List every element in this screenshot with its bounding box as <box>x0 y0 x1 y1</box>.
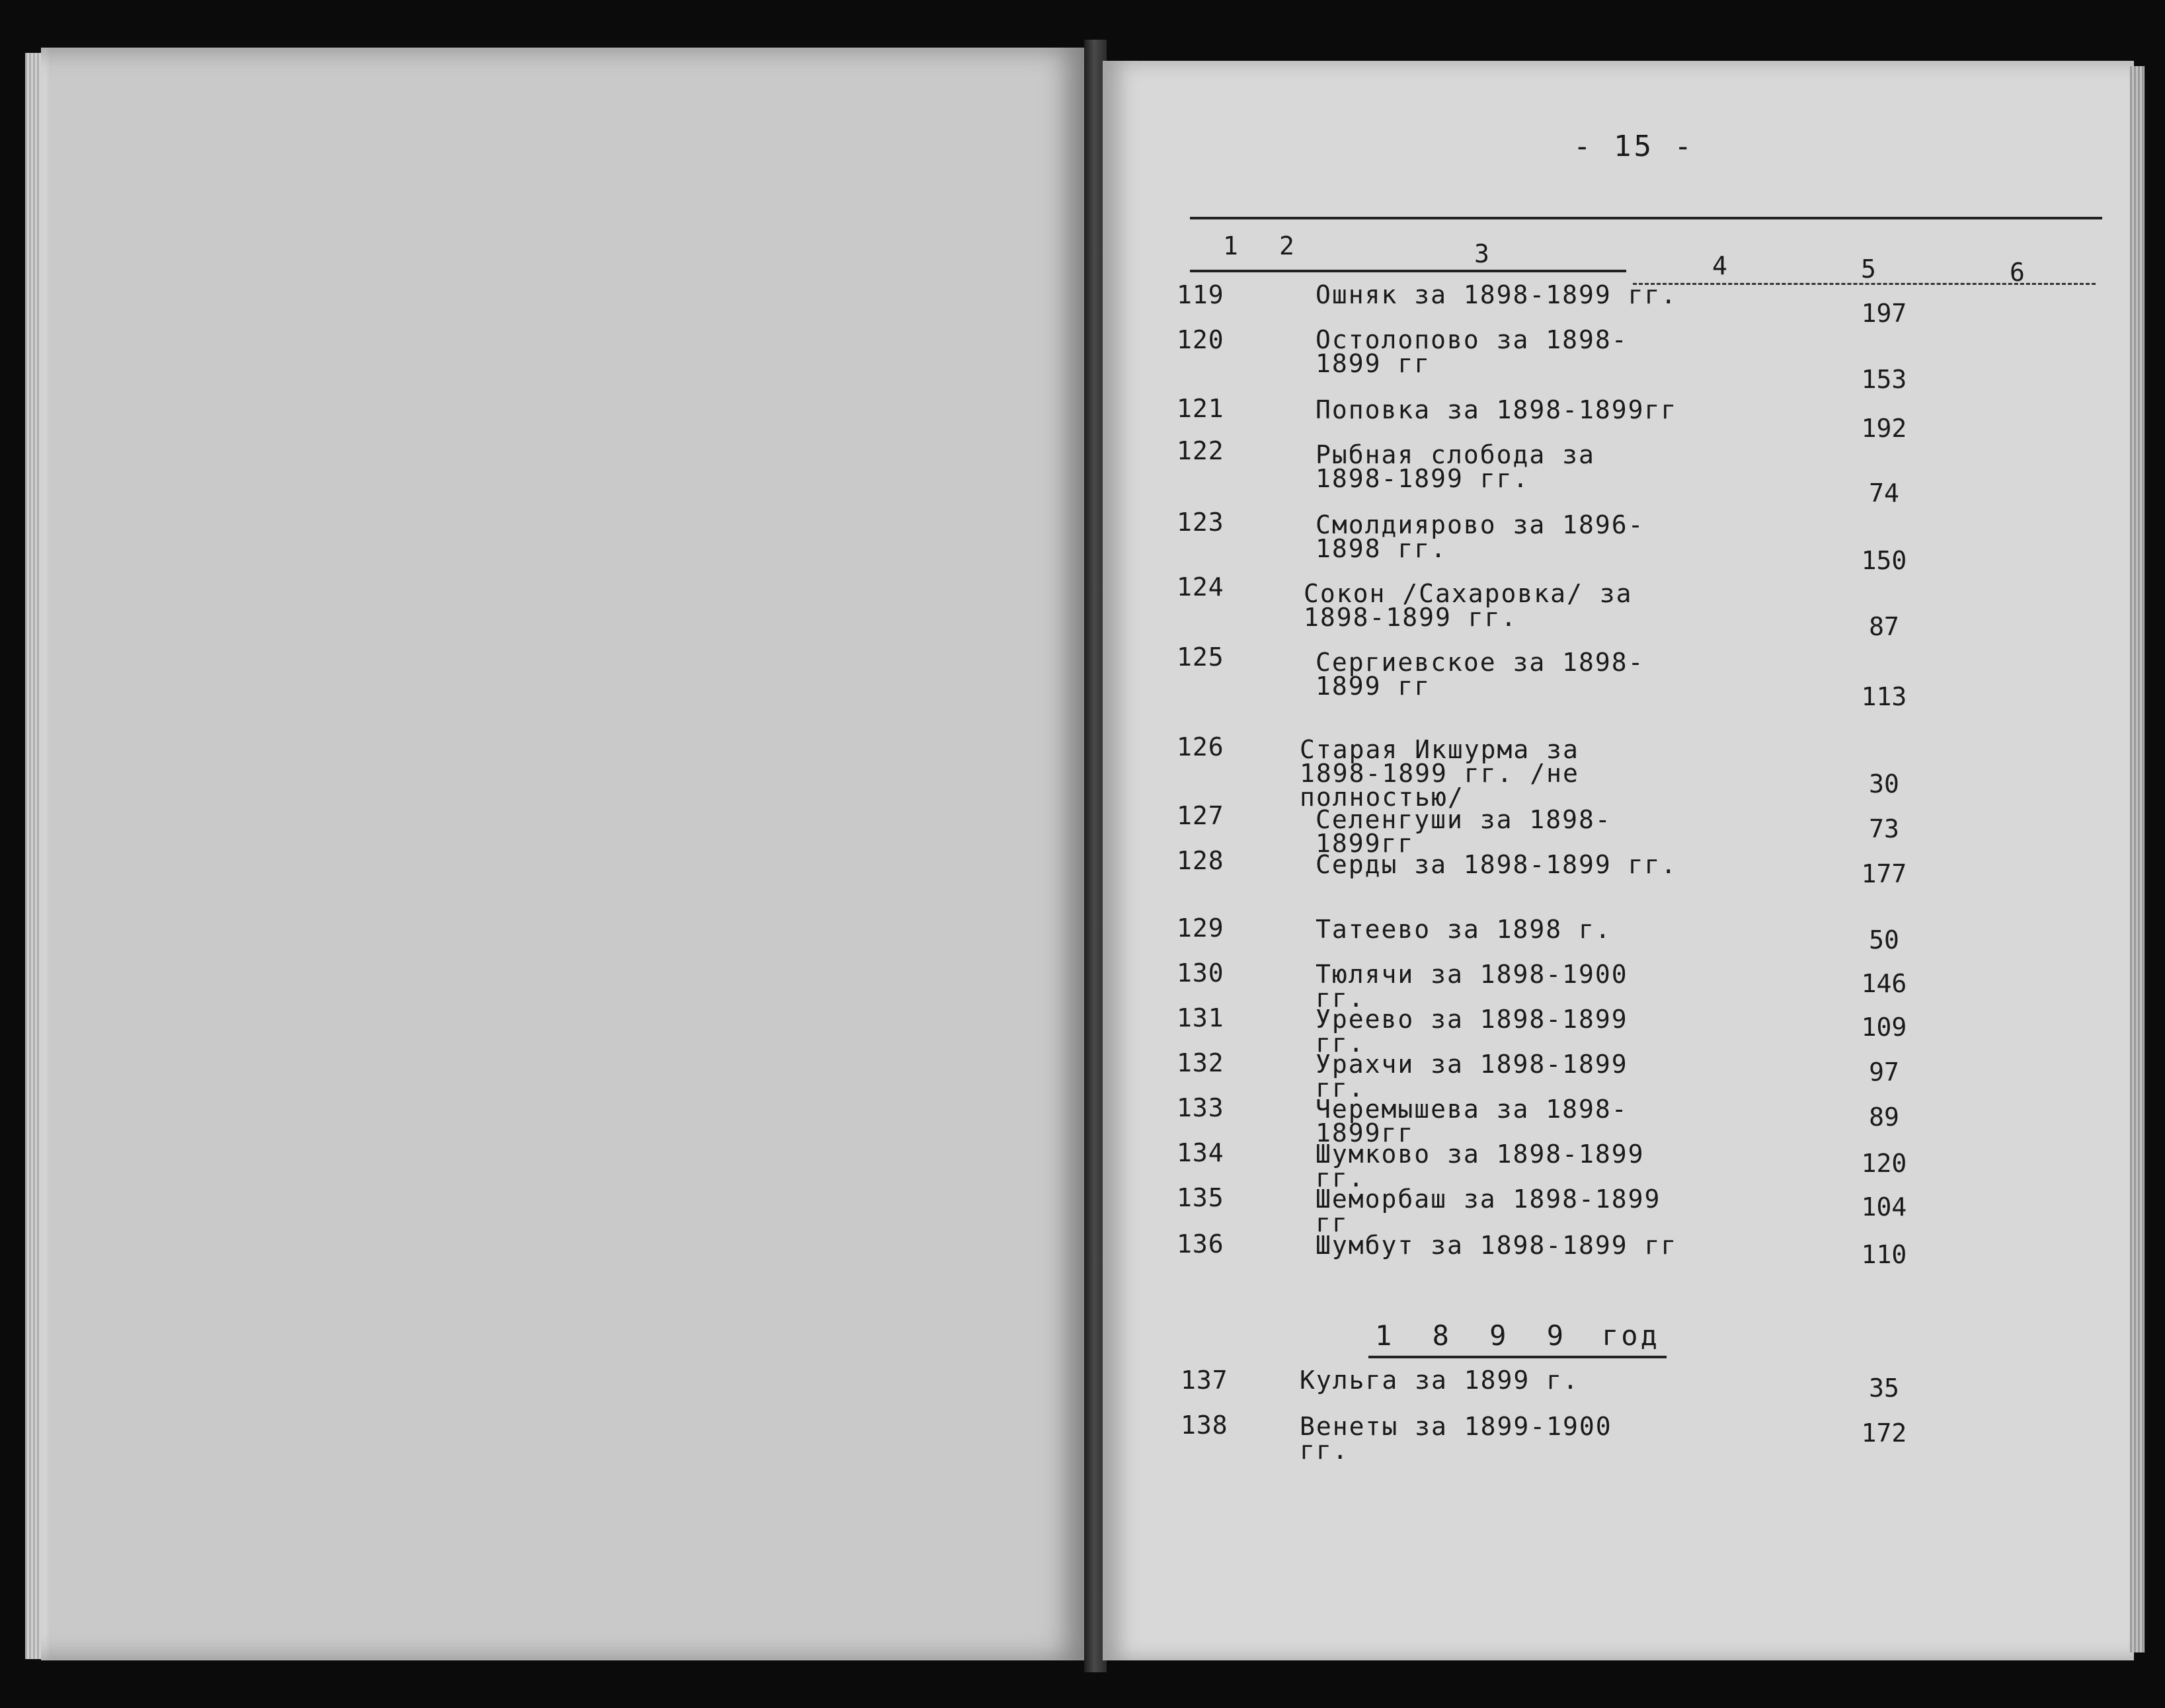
entry-number: 128 <box>1177 846 1224 875</box>
entry-number: 121 <box>1177 394 1224 423</box>
column-header-5: 5 <box>1861 254 1876 284</box>
entry-description: Черемышева за 1898-1899гг <box>1316 1095 1628 1147</box>
entry-number: 122 <box>1177 436 1224 465</box>
column-header-3: 3 <box>1474 239 1489 268</box>
entry-count: 150 <box>1861 546 1907 575</box>
entry-number: 125 <box>1177 642 1224 672</box>
column-header-6: 6 <box>2010 258 2025 287</box>
entry-description: Шумбут за 1898-1899 гг <box>1316 1231 1678 1260</box>
entry-number: 129 <box>1177 913 1224 943</box>
entry-count: 50 <box>1869 925 1899 954</box>
entry-count: 172 <box>1861 1418 1907 1448</box>
entry-description: Урахчи за 1898-1899 гг. <box>1316 1050 1628 1103</box>
entry-count: 197 <box>1861 299 1907 328</box>
entry-count: 153 <box>1861 365 1907 394</box>
entry-description: Ошняк за 1898-1899 гг. <box>1316 280 1678 309</box>
entry-count: 35 <box>1869 1374 1899 1403</box>
entry-number: 137 <box>1181 1366 1228 1395</box>
entry-count: 177 <box>1861 859 1907 888</box>
entry-description: Сергиевское за 1898-1899 гг <box>1316 648 1645 701</box>
entry-count: 109 <box>1861 1013 1907 1042</box>
right-page-edge <box>2130 66 2145 1652</box>
entry-number: 136 <box>1177 1229 1224 1259</box>
entry-count: 89 <box>1869 1103 1899 1132</box>
entry-description: Остолопово за 1898-1899 гг <box>1316 325 1628 378</box>
entry-number: 124 <box>1177 572 1224 602</box>
entry-description: Смолдиярово за 1896-1898 гг. <box>1316 510 1645 563</box>
column-header-4: 4 <box>1712 251 1727 280</box>
entry-number: 138 <box>1181 1411 1228 1440</box>
section-heading-word: год <box>1602 1319 1660 1352</box>
entry-count: 30 <box>1869 769 1899 798</box>
entry-description: Тюлячи за 1898-1900 гг. <box>1316 960 1628 1013</box>
entry-description: Рыбная слобода за 1898-1899 гг. <box>1316 440 1595 493</box>
section-heading-year: 1 8 9 9 <box>1375 1319 1576 1352</box>
entry-number: 123 <box>1177 508 1224 537</box>
entry-number: 130 <box>1177 958 1224 988</box>
entry-description: Татеево за 1898 г. <box>1316 915 1612 944</box>
entry-description: Уреево за 1898-1899 гг. <box>1316 1005 1628 1058</box>
entry-count: 113 <box>1861 682 1907 711</box>
column-header-2: 2 <box>1279 231 1294 260</box>
entry-description: Поповка за 1898-1899гг <box>1316 395 1678 424</box>
entry-description: Старая Икшурма за 1898-1899 гг. /не полностью/ <box>1300 735 1579 812</box>
entry-description: Шумково за 1898-1899 гг. <box>1316 1140 1645 1192</box>
entry-count: 97 <box>1869 1058 1899 1087</box>
entry-description: Шеморбаш за 1898-1899 гг <box>1316 1184 1661 1237</box>
entry-number: 127 <box>1177 801 1224 830</box>
entry-count: 87 <box>1869 612 1899 641</box>
entry-number: 135 <box>1177 1183 1224 1212</box>
header-rule-top <box>1190 217 2102 219</box>
entry-number: 119 <box>1177 280 1224 309</box>
entry-count: 73 <box>1869 814 1899 843</box>
entry-count: 192 <box>1861 414 1907 443</box>
header-rule-left <box>1190 270 1626 272</box>
entry-number: 134 <box>1177 1138 1224 1167</box>
column-header-1: 1 <box>1223 231 1238 260</box>
entry-description: Кульга за 1899 г. <box>1300 1366 1579 1395</box>
entry-description: Серды за 1898-1899 гг. <box>1316 850 1678 879</box>
section-heading-1899 <box>1368 1319 1667 1358</box>
left-page-blank <box>41 48 1087 1660</box>
entry-number: 120 <box>1177 325 1224 354</box>
entry-count: 104 <box>1861 1192 1907 1222</box>
page-number: - 15 - <box>1573 130 1694 163</box>
entry-count: 120 <box>1861 1149 1907 1178</box>
entry-description: Селенгуши за 1898-1899гг <box>1316 805 1612 858</box>
entry-description: Сокон /Сахаровка/ за 1898-1899 гг. <box>1304 579 1633 632</box>
entry-description: Венеты за 1899-1900 гг. <box>1300 1412 1612 1465</box>
entry-number: 132 <box>1177 1048 1224 1077</box>
entry-count: 146 <box>1861 969 1907 998</box>
entry-count: 110 <box>1861 1240 1907 1269</box>
entry-number: 133 <box>1177 1093 1224 1122</box>
entry-count: 74 <box>1869 479 1899 508</box>
entry-number: 126 <box>1177 732 1224 761</box>
entry-number: 131 <box>1177 1003 1224 1032</box>
